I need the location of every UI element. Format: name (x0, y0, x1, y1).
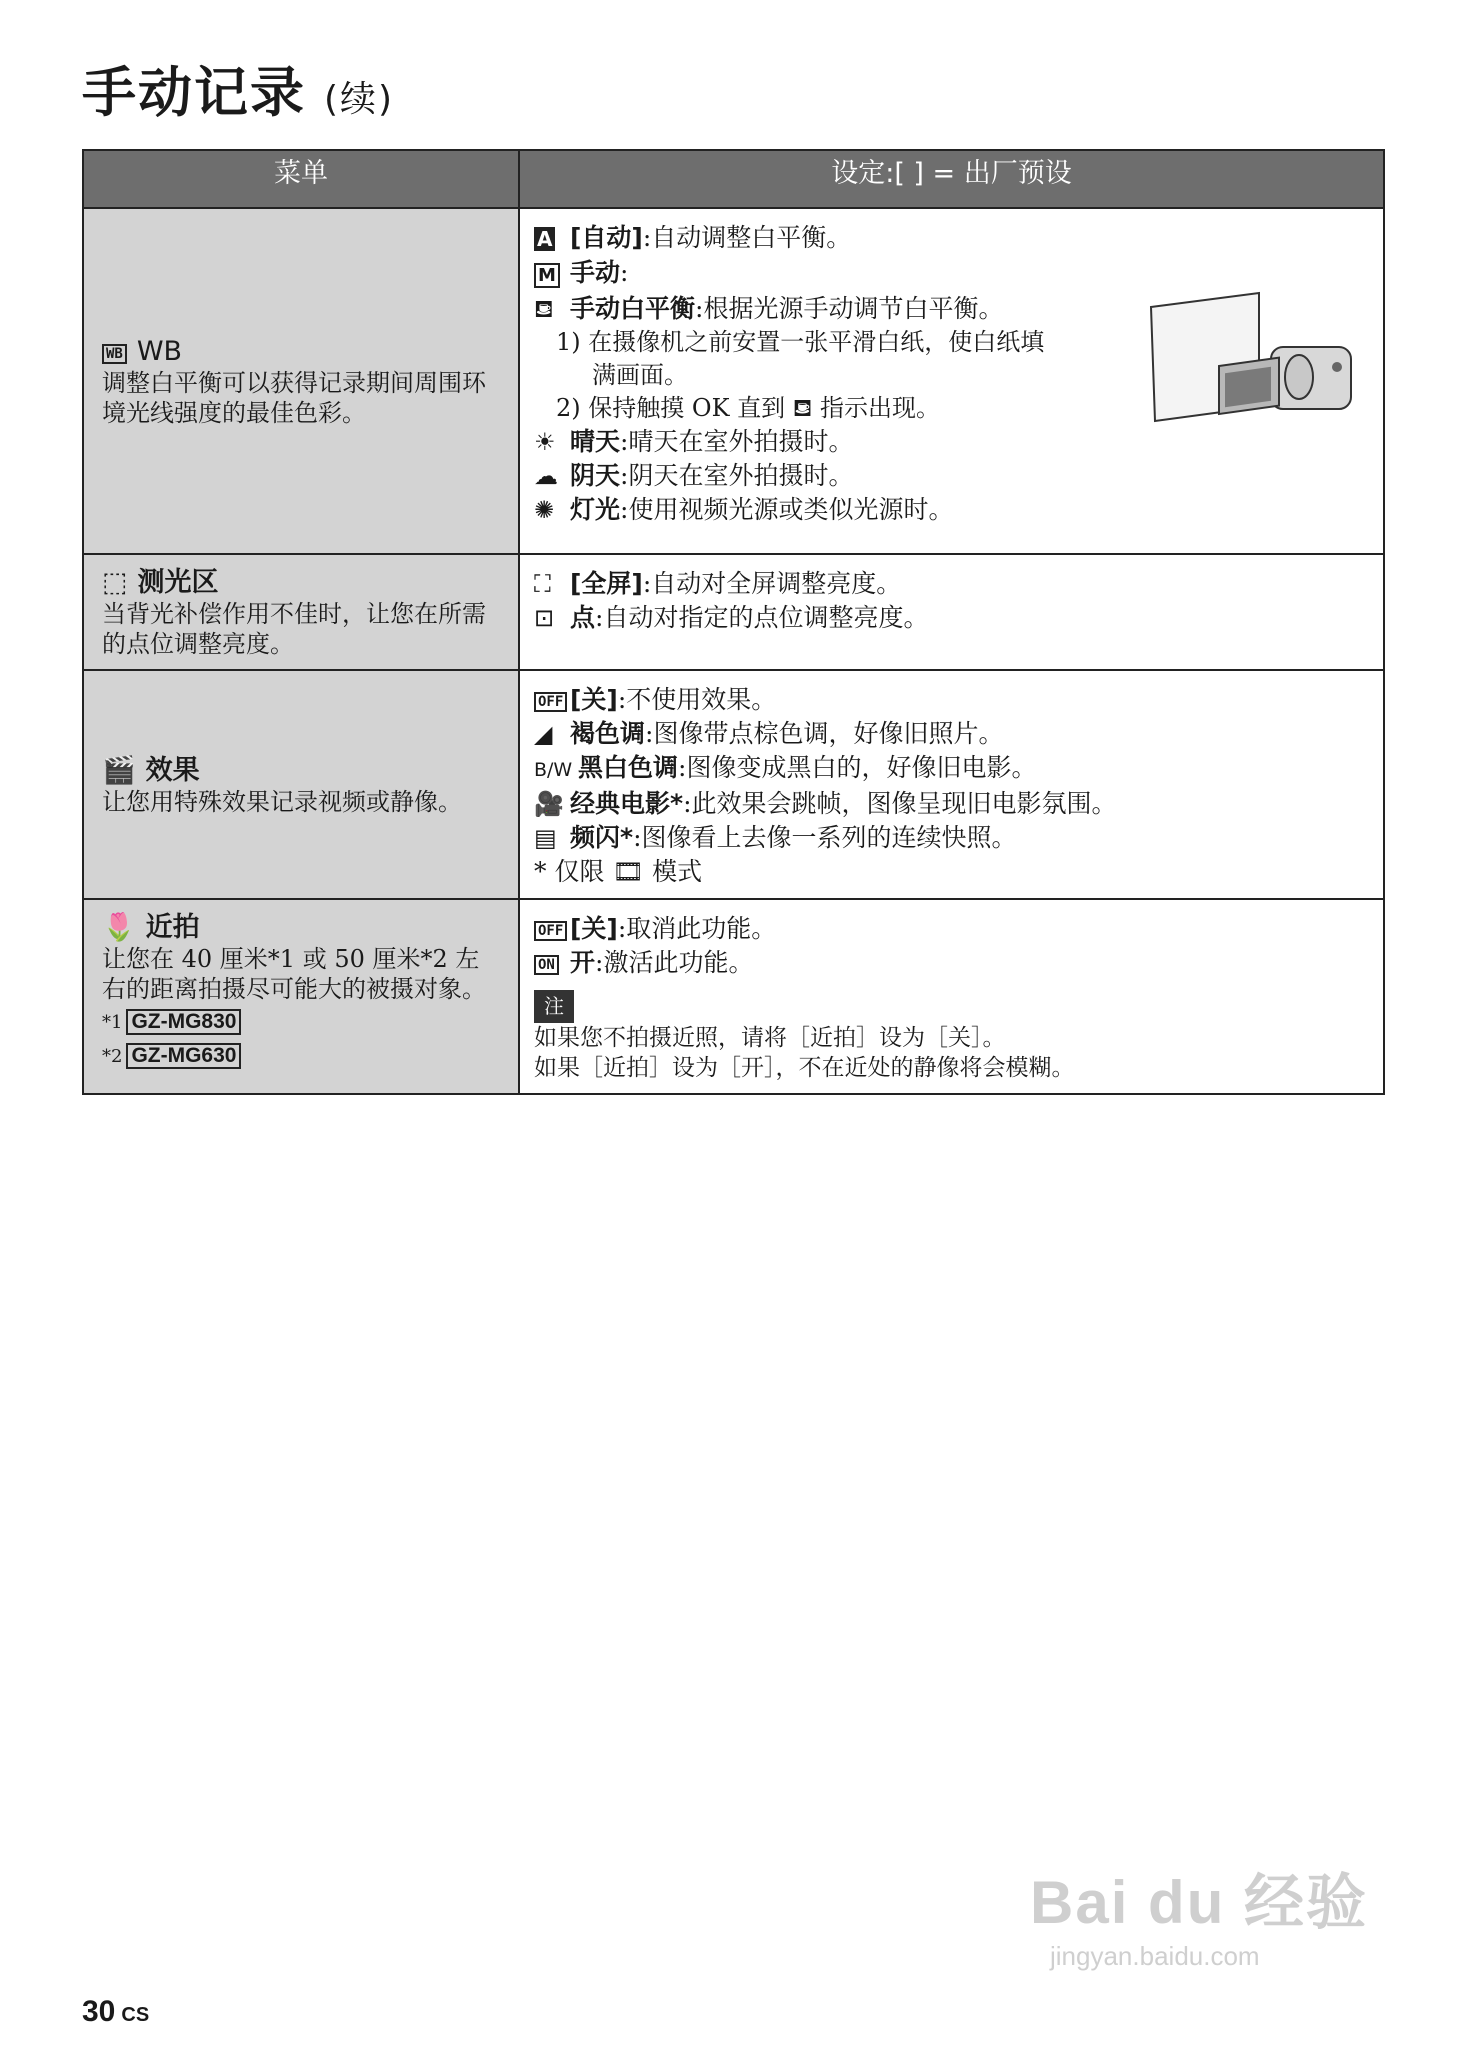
menu-desc: 让您在 40 厘米*1 或 50 厘米*2 左右的距离拍摄尽可能大的被摄对象。 (102, 945, 486, 1003)
note-badge: 注 (534, 990, 574, 1023)
step-1: 1) 在摄像机之前安置一张平滑白纸，使白纸填 (556, 328, 1045, 356)
off-icon: OFF (534, 684, 570, 717)
effect-icon: 🎬 (102, 754, 136, 786)
page-title-suffix: (续) (324, 79, 395, 120)
option-sunny: ☀ 晴天:晴天在室外拍摄时。 (534, 425, 1367, 459)
menu-desc: 调整白平衡可以获得记录期间周围环境光线强度的最佳色彩。 (102, 369, 486, 427)
header-menu: 菜单 (83, 150, 519, 208)
menu-item-metering: ⬚ 测光区 (102, 567, 219, 598)
bw-icon: B/W (534, 759, 573, 781)
cloud-icon: ☁ (534, 462, 558, 490)
option-sepia: ◢ 褐色调:图像带点棕色调，好像旧照片。 (534, 717, 1367, 751)
manual-M-icon: M (534, 257, 570, 292)
option-cloudy: ☁ 阴天:阴天在室外拍摄时。 (534, 459, 1367, 493)
option-strobe: ▤ 频闪*:图像看上去像一系列的连续快照。 (534, 821, 1367, 855)
table-row (83, 208, 1384, 554)
option-manual-wb: ⛾ 手动白平衡:根据光源手动调节白平衡。 (534, 292, 1367, 326)
settings-table (82, 149, 1385, 1095)
page-number: 30 CS (82, 1995, 150, 2028)
settings-cell-metering (519, 554, 1384, 670)
option-auto: A [自动]:自动调整白平衡。 (534, 221, 1367, 256)
menu-cell-wb (83, 208, 519, 554)
step-2: 2) 保持触摸 OK 直到 ⛾ 指示出现。 (556, 394, 941, 422)
strobe-icon: ▤ (534, 824, 557, 852)
option-halogen: ✺ 灯光:使用视频光源或类似光源时。 (534, 493, 1367, 527)
tele-macro-icon: 🌷 (102, 912, 136, 943)
watermark-url: jingyan.baidu.com (1050, 1941, 1260, 1971)
note-line-2: 如果［近拍］设为［开］，不在近处的静像将会模糊。 (534, 1055, 1075, 1081)
footnote-1: *1 GZ-MG830 (102, 1008, 502, 1038)
baidu-watermark (1030, 1855, 1368, 1972)
camera-white-paper-illustration (1141, 289, 1361, 454)
menu-cell-tele-macro (83, 899, 519, 1094)
video-mode-icon: 🎞 (612, 857, 645, 886)
option-classic-film: 🎥 经典电影*:此效果会跳帧，图像呈现旧电影氛围。 (534, 787, 1367, 821)
auto-A-icon: A (534, 222, 570, 256)
table-row (83, 554, 1384, 670)
table-row (83, 899, 1384, 1094)
manual-wb-icon: ⛾ (534, 295, 554, 323)
fullscreen-icon: ⛶ (534, 570, 551, 598)
sun-icon: ☀ (534, 428, 556, 456)
wb-icon: WB (102, 336, 127, 368)
menu-item-effect: 🎬 效果 (102, 754, 200, 786)
option-spot: ⊡ 点:自动对指定的点位调整亮度。 (534, 601, 1367, 635)
menu-item-tele-macro: 🌷 近拍 (102, 912, 200, 943)
manual-wb-icon: ⛾ (792, 394, 813, 422)
page-title: 手动记录 (续) (82, 61, 395, 124)
table-header-row (83, 150, 1384, 208)
option-effect-off: OFF [关]:不使用效果。 (534, 683, 1367, 717)
menu-cell-effect (83, 670, 519, 899)
option-macro-off: OFF [关]:取消此功能。 (534, 912, 1367, 946)
lamp-icon: ✺ (534, 496, 555, 524)
option-manual: M 手动: (534, 256, 1367, 292)
watermark-logo: Bai du 经验 (1030, 1869, 1369, 1936)
header-settings: 设定:[ ] = 出厂预设 (519, 150, 1384, 208)
on-icon: ON (534, 947, 570, 980)
menu-desc: 让您用特殊效果记录视频或静像。 (102, 787, 462, 816)
menu-cell-metering (83, 554, 519, 670)
table-row (83, 670, 1384, 899)
sepia-icon: ◢ (534, 720, 553, 748)
classic-film-icon: 🎥 (534, 790, 564, 818)
option-macro-on: ON 开:激活此功能。 (534, 946, 1367, 980)
effect-footnote: * 仅限 🎞 模式 (534, 857, 703, 886)
menu-desc: 当背光补偿作用不佳时，让您在所需的点位调整亮度。 (102, 600, 486, 658)
settings-cell-effect (519, 670, 1384, 899)
off-icon: OFF (534, 913, 570, 946)
metering-icon: ⬚ (102, 567, 128, 598)
footnote-2: *2 GZ-MG630 (102, 1042, 502, 1072)
settings-cell-wb (519, 208, 1384, 554)
settings-cell-tele-macro (519, 899, 1384, 1094)
menu-item-wb: WB WB (102, 336, 502, 368)
option-bw: B/W 黑白色调:图像变成黑白的，好像旧电影。 (534, 751, 1367, 787)
note-line-1: 如果您不拍摄近照，请将［近拍］设为［关］。 (534, 1025, 1006, 1051)
option-fullscreen: ⛶ [全屏]:自动对全屏调整亮度。 (534, 567, 1367, 601)
spot-icon: ⊡ (534, 604, 555, 632)
step-1-cont: 满画面。 (592, 361, 688, 389)
